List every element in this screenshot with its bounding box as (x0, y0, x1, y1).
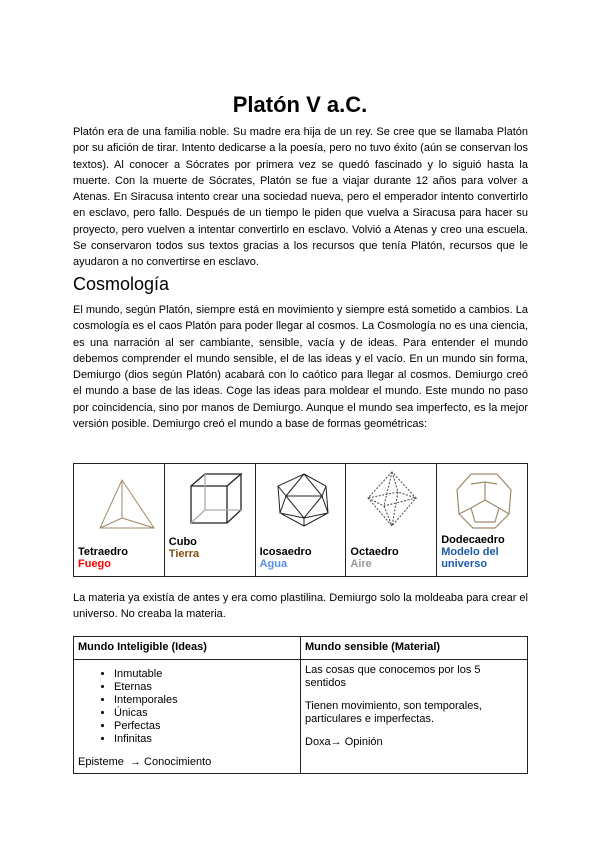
inteligible-cell (74, 660, 301, 774)
shape-element: Aire (350, 558, 372, 570)
polyhedra-table (73, 463, 528, 577)
list-item: • Inmutable (114, 668, 296, 681)
shape-element: Agua (259, 558, 288, 570)
list-item: • Perfectas (114, 720, 296, 733)
shape-cell-icosaedro (255, 464, 346, 577)
shape-name: Octaedro (350, 546, 399, 558)
header-mundo-inteligible: Mundo Inteligible (Ideas) (74, 637, 301, 660)
shape-element: Fuego (78, 558, 111, 570)
shape-cell-cubo (164, 464, 255, 577)
shape-element: Modelo del universo (441, 546, 499, 570)
shape-element: Tierra (168, 548, 200, 560)
matter-paragraph: La materia ya existía de antes y era como plastilina. Demiurgo solo la moldeaba para crear el universo. No creaba la materia. (73, 592, 528, 621)
list-item: • Únicas (114, 707, 296, 720)
sensible-cell (301, 660, 528, 774)
sensible-text: Tienen movimiento, son temporales, particulares e imperfectas. (305, 700, 482, 725)
shape-name: Icosaedro (259, 546, 312, 558)
section-heading-cosmologia: Cosmología (73, 274, 170, 294)
cosmology-paragraph: El mundo, según Platón, siempre está en movimiento y siempre está sometido a cambios. La cosmología es el caos Platón para poder llegar al cosmos. La Cosmología no es una ciencia, es una narración al ser cambiante, sensible, vacía y de ideas. Para entender el mundo debemos comprender el mundo sensible, el de las ideas y el vacío. En un mundo sin forma, Demiurgo (dios según Platón) acabará con lo caótico para llegar al cosmos. Demiurgo creó el mundo a base de las ideas. Coge las ideas para moldear el mundo. Este mundo no paso por coincidencia, sino por manos de Demiurgo. Aunque el mundo sea imperfecto, es la mejor versión posible. Demiurgo creó el mundo a base de formas geométricas: (73, 304, 528, 431)
shape-cell-tetraedro (74, 464, 165, 577)
shape-name: Tetraedro (78, 546, 128, 558)
intro-paragraph: Platón era de una familia noble. Su madre era hija de un rey. Se cree que se llamaba Platón por su afición de tirar. Intento dedicarse a la poesía, pero no tuvo éxito (aún se conservan los textos). Al conocer a Sócrates por primera vez se quedó fascinado y lo siguió hasta la muerte. Con la muerte de Sócrates, Platón se fue a viajar durante 12 años para volver a Atenas. En Siracusa intento crear una sociedad nueva, pero el emperador intento convertirlo en esclavo, pero fallo. Después de un tiempo le piden que vuelva a Siracusa para hacer su proyecto, pero vuelven a intentar convertirlo en esclavo. Volvió a Atenas y creo una escuela. Se conservaron todos sus textos gracias a los recursos que tenía Platón, recursos que le ayudaron a no convertirse en esclavo. (73, 126, 528, 269)
octahedron-image (354, 468, 429, 530)
episteme-text: Episteme → Conocimiento (78, 756, 212, 768)
ideas-list (78, 668, 296, 746)
cube-image (173, 468, 248, 528)
sensible-text: Las cosas que conocemos por los 5 sentidos (305, 664, 481, 689)
dodecahedron-image (445, 468, 520, 530)
shape-name: Dodecaedro (441, 534, 505, 546)
list-item: • Infinitas (114, 733, 296, 746)
shape-cell-octaedro (346, 464, 437, 577)
icosahedron-image (264, 468, 339, 530)
header-mundo-sensible: Mundo sensible (Material) (301, 637, 528, 660)
worlds-table (73, 636, 528, 774)
tetrahedron-image (82, 468, 157, 533)
page-title: Platón V a.C. (232, 92, 368, 117)
list-item: • Eternas (114, 681, 296, 694)
shape-name: Cubo (168, 536, 197, 548)
shape-cell-dodecaedro (437, 464, 528, 577)
list-item: • Intemporales (114, 694, 296, 707)
doxa-text: Doxa→ Opinión (305, 736, 383, 748)
